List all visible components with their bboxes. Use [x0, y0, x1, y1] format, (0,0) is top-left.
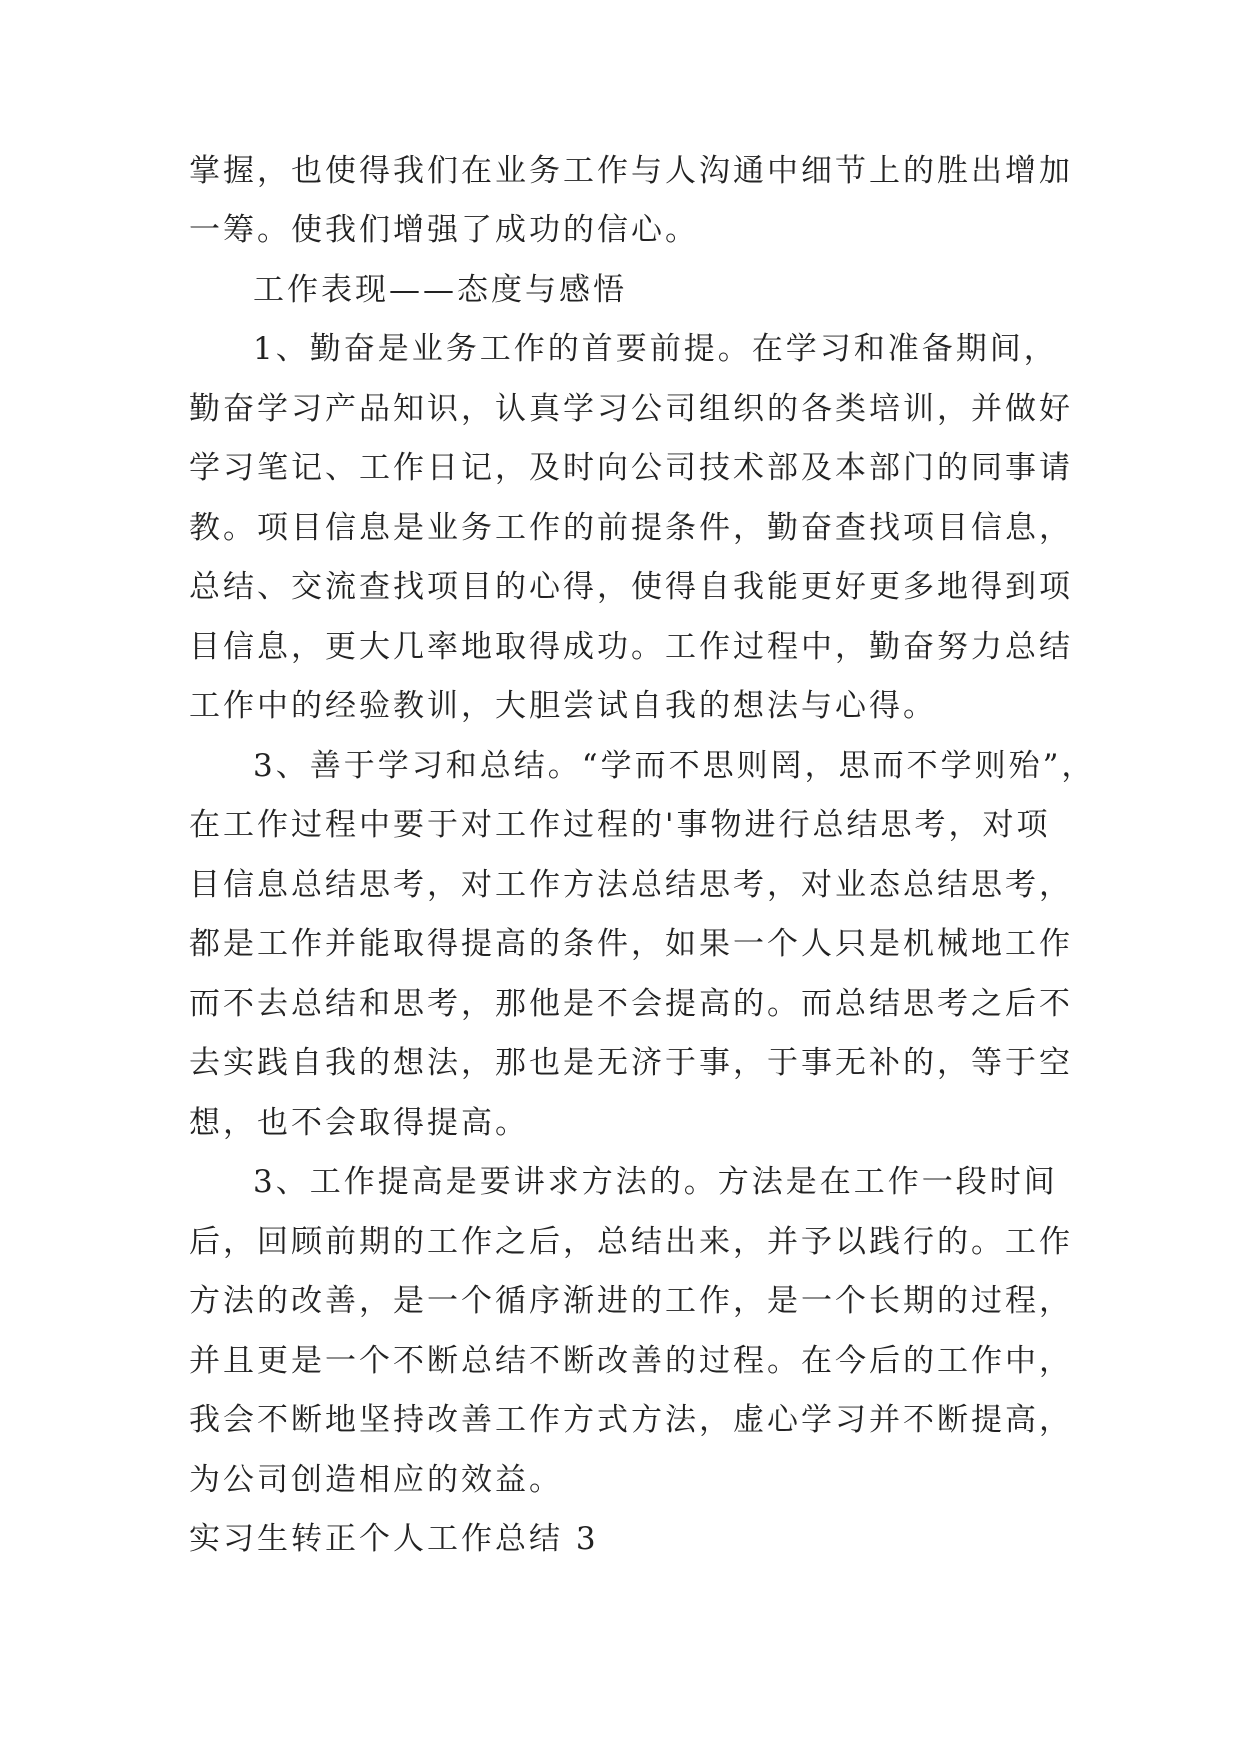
- text-line-5: 勤奋学习产品知识，认真学习公司组织的各类培训，并做好: [189, 391, 1073, 427]
- text-line-2: 一筹。使我们增强了成功的信心。: [189, 212, 699, 248]
- text-line-12: 在工作过程中要于对工作过程的'事物进行总结思考，对项: [189, 807, 1051, 843]
- text-line-16: 去实践自我的想法，那也是无济于事，于事无补的，等于空: [189, 1045, 1073, 1081]
- text-line-6: 学习笔记、工作日记，及时向公司技术部及本部门的同事请: [189, 450, 1073, 486]
- text-line-13: 目信息总结思考，对工作方法总结思考，对业态总结思考，: [189, 867, 1073, 903]
- text-line-21: 并且更是一个不断总结不断改善的过程。在今后的工作中，: [189, 1343, 1073, 1379]
- document-subtitle: 实习生转正个人工作总结 3: [189, 1521, 599, 1557]
- text-line-11: 3、善于学习和总结。“学而不思则罔，思而不学则殆”，: [253, 748, 1096, 784]
- text-line-19: 后，回顾前期的工作之后，总结出来，并予以践行的。工作: [189, 1224, 1073, 1260]
- text-line-7: 教。项目信息是业务工作的前提条件，勤奋查找项目信息，: [189, 510, 1073, 546]
- text-line-10: 工作中的经验教训，大胆尝试自我的想法与心得。: [189, 688, 937, 724]
- text-line-18: 3、工作提高是要讲求方法的。方法是在工作一段时间: [253, 1164, 1058, 1200]
- text-line-22: 我会不断地坚持改善工作方式方法，虚心学习并不断提高，: [189, 1402, 1073, 1438]
- text-line-17: 想，也不会取得提高。: [189, 1105, 529, 1141]
- text-line-4: 1、勤奋是业务工作的首要前提。在学习和准备期间，: [253, 331, 1058, 367]
- text-line-20: 方法的改善，是一个循序渐进的工作，是一个长期的过程，: [189, 1283, 1073, 1319]
- text-line-9: 目信息，更大几率地取得成功。工作过程中，勤奋努力总结: [189, 629, 1073, 665]
- text-line-14: 都是工作并能取得提高的条件，如果一个人只是机械地工作: [189, 926, 1073, 962]
- text-line-23: 为公司创造相应的效益。: [189, 1462, 563, 1498]
- section-heading: 工作表现——态度与感悟: [253, 272, 627, 308]
- text-line-1: 掌握，也使得我们在业务工作与人沟通中细节上的胜出增加: [189, 153, 1073, 189]
- text-line-8: 总结、交流查找项目的心得，使得自我能更好更多地得到项: [189, 569, 1073, 605]
- text-line-15: 而不去总结和思考，那他是不会提高的。而总结思考之后不: [189, 986, 1073, 1022]
